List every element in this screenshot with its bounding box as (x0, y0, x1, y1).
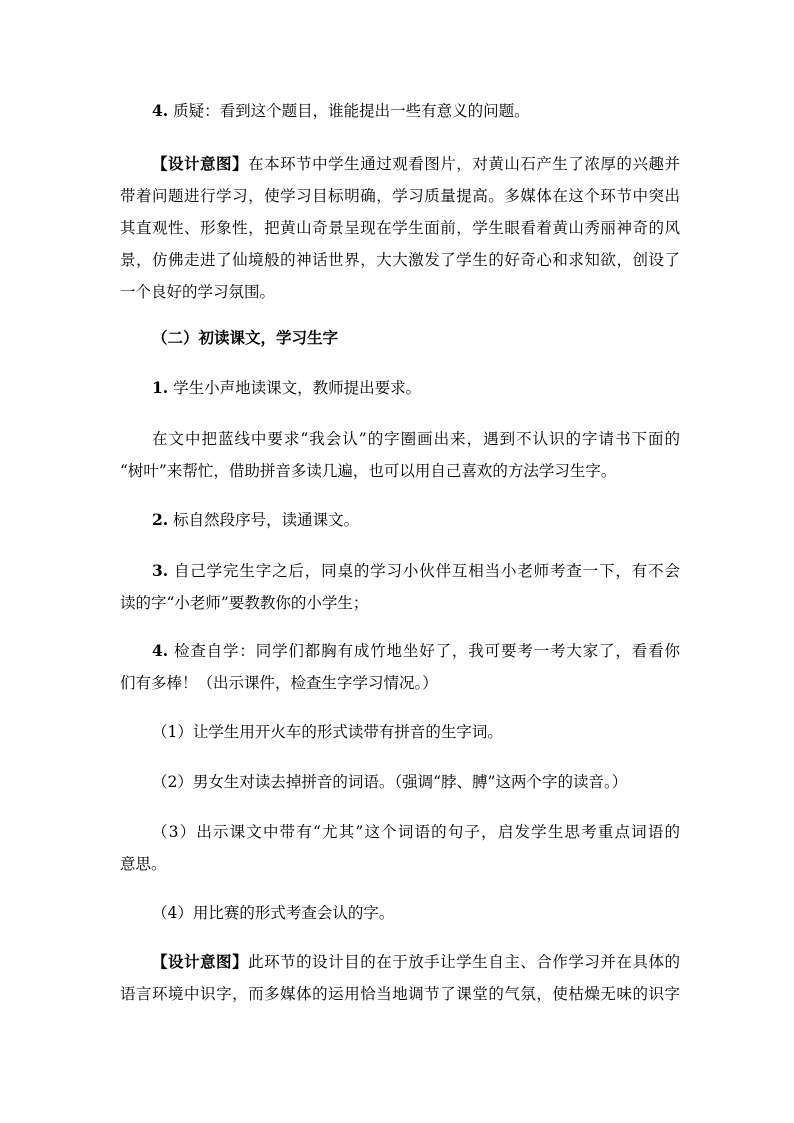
design-intent-text: 此环节的设计目的在于放手让学生自主、合作学习并在具体的 (248, 953, 680, 971)
step-number: 1. (152, 378, 169, 397)
step-3-line-1 (152, 561, 680, 581)
step-1 (152, 378, 712, 398)
question-item-4 (152, 101, 712, 121)
sub-item-3-line-1: （3）出示课文中带有“尤其”这个词语的句子，启发学生思考重点词语的 (152, 823, 680, 841)
step-3-line-2: 读的字“小老师”要教教你的小学生； (120, 594, 369, 612)
item-text: 质疑：看到这个题目，谁能提出一些有意义的问题。 (173, 102, 530, 120)
step-1-detail-line-1: 在文中把蓝线中要求“我会认”的字圈画出来，遇到不认识的字请书下面的 (152, 430, 680, 448)
design-intent-1-line-3: 其直观性、形象性，把黄山奇景呈现在学生面前，学生眼看着黄山秀丽神奇的风 (120, 219, 680, 237)
step-4-line-2: 们有多棒！（出示课件，检查生字学习情况。） (120, 674, 438, 692)
design-intent-text: 在本环节中学生通过观看图片，对黄山石产生了浓厚的兴趣并 (248, 155, 680, 173)
step-4-line-1 (152, 641, 680, 661)
step-number: 3. (152, 561, 169, 580)
sub-item-4: （4）用比赛的形式考查会认的字。 (152, 904, 395, 922)
step-2 (152, 510, 712, 530)
design-intent-tag: 【设计意图】 (152, 952, 249, 971)
design-intent-2-line-1 (152, 952, 680, 972)
step-text: 自己学完生字之后，同桌的学习小伙伴互相当小老师考查一下，有不会 (173, 562, 680, 580)
sub-item-1: （1）让学生用开火车的形式读带有拼音的生字词。 (152, 723, 503, 741)
design-intent-1-line-1 (152, 154, 680, 174)
step-text: 标自然段序号，读通课文。 (173, 511, 360, 529)
step-1-detail-line-2: “树叶”来帮忙，借助拼音多读几遍，也可以用自己喜欢的方法学习生字。 (120, 462, 617, 480)
step-number: 4. (152, 641, 169, 660)
design-intent-tag: 【设计意图】 (152, 154, 249, 173)
sub-item-2: （2）男女生对读去掉拼音的词语。（强调“脖、膊”这两个字的读音。） (152, 773, 628, 791)
step-text: 检查自学：同学们都胸有成竹地坐好了，我可要考一考大家了，看看你 (173, 642, 680, 660)
sub-item-3-line-2: 意思。 (120, 855, 167, 873)
design-intent-1-line-5: 一个良好的学习氛围。 (120, 283, 276, 301)
design-intent-1-line-4: 景，仿佛走进了仙境般的神话世界，大大激发了学生的好奇心和求知欲，创设了 (120, 251, 680, 269)
design-intent-1-line-2: 带着问题进行学习，使学习目标明确，学习质量提高。多媒体在这个环节中突出 (120, 187, 680, 205)
step-number: 2. (152, 510, 169, 529)
design-intent-2-line-2: 语言环境中识字，而多媒体的运用恰当地调节了课堂的气氛，使枯燥无味的识字 (120, 985, 680, 1003)
step-text: 学生小声地读课文，教师提出要求。 (173, 379, 422, 397)
item-number: 4. (152, 101, 169, 120)
section-heading: （二）初读课文，学习生字 (152, 328, 339, 347)
